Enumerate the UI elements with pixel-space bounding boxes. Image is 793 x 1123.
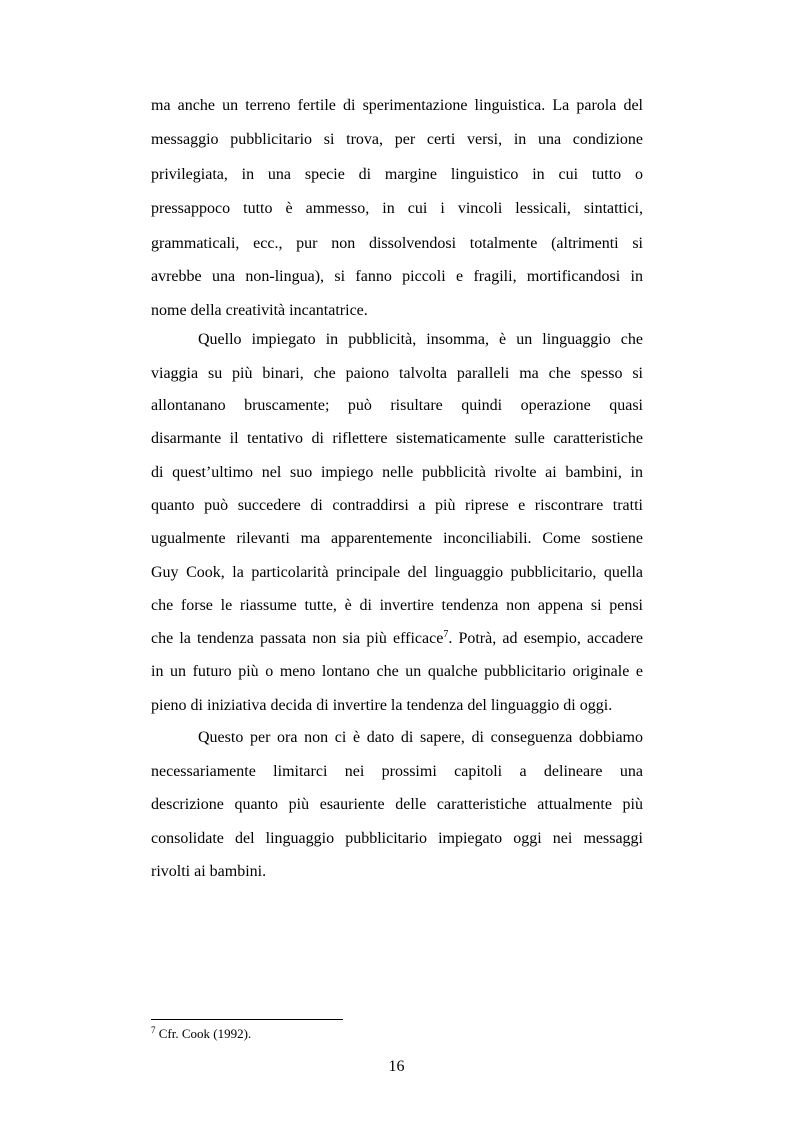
footnote-text: Cfr. Cook (1992). xyxy=(155,1026,252,1041)
text-line: privilegiata, in una specie di margine linguistico in cui tutto o xyxy=(151,166,643,183)
text-line: pieno di iniziativa decida di invertire la tendenza del linguaggio di oggi. xyxy=(151,697,613,714)
text-line: quanto può succedere di contraddirsi a più riprese e riscontrare tratti xyxy=(151,497,643,514)
text-line: ma anche un terreno fertile di sperimentazione linguistica. La parola del xyxy=(151,97,643,114)
footnote-separator xyxy=(151,1019,343,1020)
footnote-marker: 7 xyxy=(151,1025,156,1035)
text-line: che forse le riassume tutte, è di invertire tendenza non appena si pensi xyxy=(151,597,643,614)
text-line: messaggio pubblicitario si trova, per certi versi, in una condizione xyxy=(151,131,643,148)
text-line: Questo per ora non ci è dato di sapere, di conseguenza dobbiamo xyxy=(198,729,643,746)
text-line: nome della creatività incantatrice. xyxy=(151,302,368,319)
text-line: consolidate del linguaggio pubblicitario impiegato oggi nei messaggi xyxy=(151,830,643,847)
text-line: Guy Cook, la particolarità principale del linguaggio pubblicitario, quella xyxy=(151,564,643,581)
page-number: 16 xyxy=(388,1058,405,1075)
text-line-with-footnote-ref xyxy=(151,629,643,649)
text-line: avrebbe una non-lingua), si fanno piccoli e fragili, mortificandosi in xyxy=(151,268,643,285)
text-line: grammaticali, ecc., pur non dissolvendosi totalmente (altrimenti si xyxy=(151,235,643,252)
text-line: rivolti ai bambini. xyxy=(151,863,267,880)
footnote xyxy=(151,1026,251,1042)
text-line: di quest’ultimo nel suo impiego nelle pubblicità rivolte ai bambini, in xyxy=(151,464,643,481)
text-fragment: che la tendenza passata non sia più efficace xyxy=(151,630,444,647)
text-fragment: . Potrà, ad esempio, accadere xyxy=(448,630,643,647)
text-line: pressappoco tutto è ammesso, in cui i vincoli lessicali, sintattici, xyxy=(151,200,643,217)
text-line: allontanano bruscamente; può risultare quindi operazione quasi xyxy=(151,397,643,414)
text-line: viaggia su più binari, che paiono talvolta paralleli ma che spesso si xyxy=(151,365,643,382)
text-line: ugualmente rilevanti ma apparentemente inconciliabili. Come sostiene xyxy=(151,530,643,547)
text-line: disarmante il tentativo di riflettere sistematicamente sulle caratteristiche xyxy=(151,430,643,447)
text-line: descrizione quanto più esauriente delle caratteristiche attualmente più xyxy=(151,796,643,813)
text-line: necessariamente limitarci nei prossimi capitoli a delineare una xyxy=(151,763,643,780)
footnote-reference: 7 xyxy=(443,629,449,640)
text-line: in un futuro più o meno lontano che un qualche pubblicitario originale e xyxy=(151,663,643,680)
text-line: Quello impiegato in pubblicità, insomma, è un linguaggio che xyxy=(198,331,643,348)
